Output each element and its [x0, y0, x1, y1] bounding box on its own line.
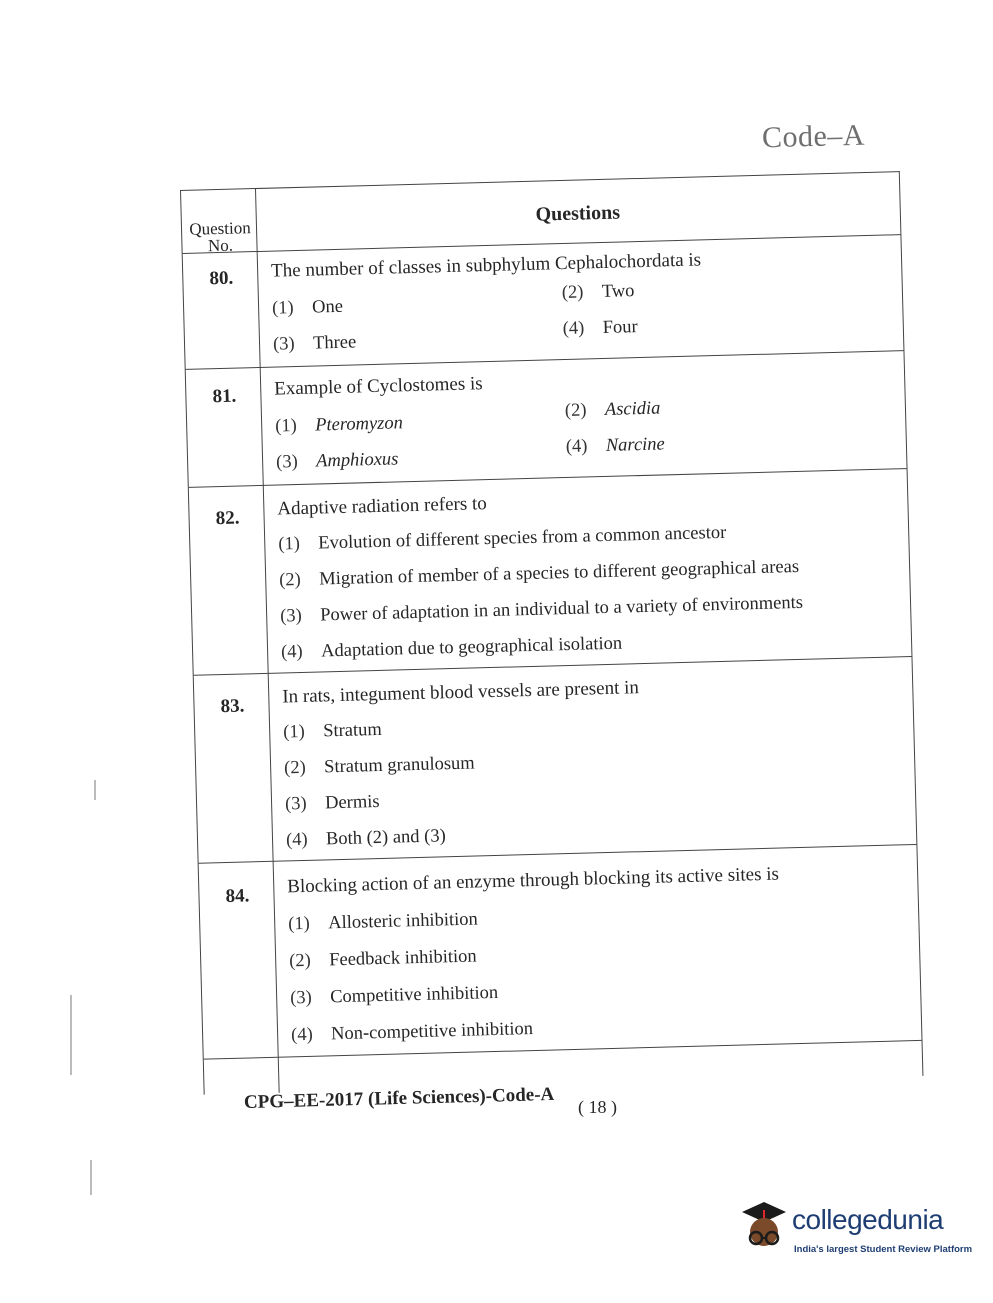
question-body — [287, 860, 913, 1052]
header-question-no: Question No. — [189, 218, 251, 256]
option: (3) Competitive inhibition — [289, 982, 499, 1009]
option: (1) One — [271, 296, 344, 319]
question-body — [282, 670, 908, 856]
option: (1) Pteromyzon — [274, 413, 404, 437]
option: (1) Evolution of different species from a common ancestor — [278, 522, 727, 555]
option: (3) Amphioxus — [275, 449, 399, 473]
option: (4) Four — [562, 317, 638, 340]
option: (2) Ascidia — [564, 398, 661, 421]
collegedunia-logo — [738, 1200, 973, 1260]
page-number: ( 18 ) — [578, 1097, 617, 1117]
option: (3) Dermis — [284, 791, 380, 815]
question-number: 83. — [220, 695, 245, 718]
question-body — [277, 482, 903, 668]
header-questions: Questions — [535, 201, 621, 226]
option: (3) Three — [272, 332, 357, 355]
footer-title: CPG–EE-2017 (Life Sciences)-Code-A — [243, 1083, 555, 1114]
question-row — [186, 350, 907, 488]
question-number: 81. — [212, 385, 237, 408]
question-stem: In rats, integument blood vessels are present in — [282, 677, 640, 708]
question-number: 84. — [225, 885, 250, 908]
brand-name: collegedunia — [792, 1204, 944, 1235]
question-number: 80. — [209, 267, 234, 290]
question-table — [180, 171, 923, 1095]
option: (3) Power of adaptation in an individual to a variety of environments — [279, 592, 804, 627]
question-body — [274, 362, 898, 478]
question-stem: Adaptive radiation refers to — [277, 493, 488, 520]
question-row — [189, 468, 912, 676]
option: (2) Stratum granulosum — [283, 753, 475, 779]
option: (1) Stratum — [282, 719, 383, 743]
question-stem: Blocking action of an enzyme through blocking its active sites is — [287, 863, 780, 898]
question-stem: The number of classes in subphylum Cephalochordata is — [270, 249, 702, 282]
option: (4) Both (2) and (3) — [285, 826, 446, 851]
question-number: 82. — [215, 507, 240, 530]
option: (2) Two — [561, 281, 635, 304]
option: (1) Allosteric inhibition — [288, 909, 478, 935]
code-label: Code–A — [761, 118, 866, 155]
mascot-icon — [738, 1200, 794, 1258]
question-row — [183, 234, 904, 370]
question-row — [194, 656, 917, 864]
question-stem: Example of Cyclostomes is — [273, 373, 483, 400]
question-sheet — [180, 171, 923, 1095]
option: (4) Adaptation due to geographical isolation — [280, 633, 623, 663]
scan-mark — [70, 995, 72, 1075]
option: (2) Feedback inhibition — [288, 946, 477, 972]
option: (4) Non-competitive inhibition — [290, 1019, 534, 1046]
question-row — [199, 844, 922, 1060]
brand-tagline: India's largest Student Review Platform — [794, 1244, 973, 1255]
scan-mark — [90, 1160, 92, 1195]
question-body — [271, 244, 895, 360]
scan-mark — [94, 780, 96, 800]
option: (2) Migration of member of a species to different geographical areas — [278, 556, 800, 591]
option: (4) Narcine — [565, 434, 666, 457]
